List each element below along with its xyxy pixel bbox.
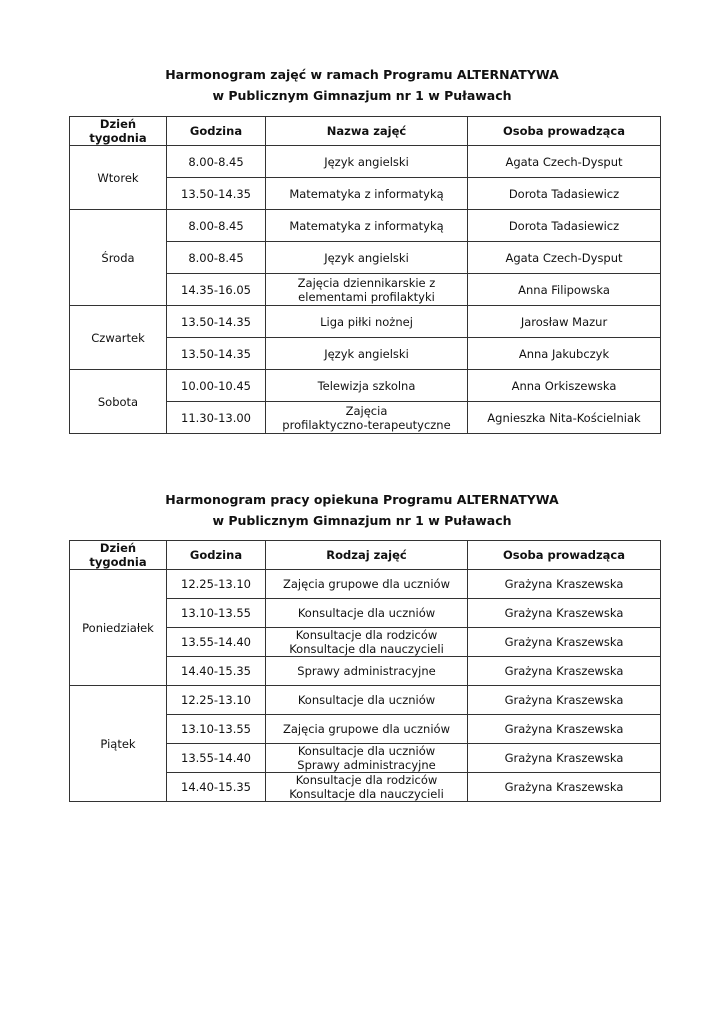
person-cell: Agata Czech-Dysput <box>468 242 661 274</box>
table-row <box>70 306 661 338</box>
activity-cell: Język angielski <box>266 242 468 274</box>
activity-cell: Matematyka z informatyką <box>266 210 468 242</box>
table-row <box>70 210 661 242</box>
time-cell: 13.50-14.35 <box>167 306 266 338</box>
table-header-row <box>70 117 661 146</box>
activity-cell: Zajęcia profilaktyczno-terapeutyczne <box>266 402 468 434</box>
activity-cell: Telewizja szkolna <box>266 370 468 402</box>
person-cell: Jarosław Mazur <box>468 306 661 338</box>
header-day: Dzień tygodnia <box>70 541 167 570</box>
person-cell: Anna Orkiszewska <box>468 370 661 402</box>
table-row <box>70 686 661 715</box>
day-cell: Czwartek <box>70 306 167 370</box>
time-cell: 13.50-14.35 <box>167 338 266 370</box>
schedule-title-2-line1: Harmonogram pracy opiekuna Programu ALTERNATYWA <box>165 492 559 507</box>
header-time: Godzina <box>167 117 266 146</box>
time-cell: 12.25-13.10 <box>167 686 266 715</box>
header-activity: Nazwa zajęć <box>266 117 468 146</box>
time-cell: 8.00-8.45 <box>167 210 266 242</box>
person-cell: Grażyna Kraszewska <box>468 715 661 744</box>
header-activity-type: Rodzaj zajęć <box>266 541 468 570</box>
activity-cell: Sprawy administracyjne <box>266 657 468 686</box>
time-cell: 13.55-14.40 <box>167 628 266 657</box>
activity-cell: Konsultacje dla rodziców Konsultacje dla nauczycieli <box>266 773 468 802</box>
table-row <box>70 146 661 178</box>
person-cell: Anna Filipowska <box>468 274 661 306</box>
table-header-row <box>70 541 661 570</box>
person-cell: Agata Czech-Dysput <box>468 146 661 178</box>
person-cell: Dorota Tadasiewicz <box>468 210 661 242</box>
activity-cell: Zajęcia grupowe dla uczniów <box>266 715 468 744</box>
activity-cell: Konsultacje dla rodziców Konsultacje dla nauczycieli <box>266 628 468 657</box>
table-row <box>70 370 661 402</box>
time-cell: 13.55-14.40 <box>167 744 266 773</box>
time-cell: 8.00-8.45 <box>167 146 266 178</box>
day-cell: Piątek <box>70 686 167 802</box>
activities-schedule-table <box>69 116 661 434</box>
day-cell: Środa <box>70 210 167 306</box>
header-person: Osoba prowadząca <box>468 117 661 146</box>
header-time: Godzina <box>167 541 266 570</box>
person-cell: Grażyna Kraszewska <box>468 744 661 773</box>
time-cell: 13.50-14.35 <box>167 178 266 210</box>
day-cell: Poniedziałek <box>70 570 167 686</box>
schedule-title-1-line2: w Publicznym Gimnazjum nr 1 w Puławach <box>212 88 512 103</box>
person-cell: Grażyna Kraszewska <box>468 599 661 628</box>
time-cell: 14.40-15.35 <box>167 657 266 686</box>
time-cell: 13.10-13.55 <box>167 599 266 628</box>
table-row <box>70 570 661 599</box>
time-cell: 10.00-10.45 <box>167 370 266 402</box>
activity-cell: Konsultacje dla uczniów <box>266 599 468 628</box>
activity-cell: Zajęcia dziennikarskie z elementami profilaktyki <box>266 274 468 306</box>
time-cell: 8.00-8.45 <box>167 242 266 274</box>
person-cell: Grażyna Kraszewska <box>468 686 661 715</box>
schedule-title-2-line2: w Publicznym Gimnazjum nr 1 w Puławach <box>212 513 512 528</box>
time-cell: 14.35-16.05 <box>167 274 266 306</box>
person-cell: Anna Jakubczyk <box>468 338 661 370</box>
person-cell: Grażyna Kraszewska <box>468 628 661 657</box>
time-cell: 11.30-13.00 <box>167 402 266 434</box>
header-person: Osoba prowadząca <box>468 541 661 570</box>
person-cell: Grażyna Kraszewska <box>468 773 661 802</box>
person-cell: Grażyna Kraszewska <box>468 657 661 686</box>
schedule-title-2 <box>0 489 724 531</box>
time-cell: 13.10-13.55 <box>167 715 266 744</box>
person-cell: Dorota Tadasiewicz <box>468 178 661 210</box>
schedule-title-1 <box>0 64 724 106</box>
day-cell: Wtorek <box>70 146 167 210</box>
person-cell: Grażyna Kraszewska <box>468 570 661 599</box>
activity-cell: Matematyka z informatyką <box>266 178 468 210</box>
activity-cell: Liga piłki nożnej <box>266 306 468 338</box>
activity-cell: Konsultacje dla uczniów Sprawy administracyjne <box>266 744 468 773</box>
activity-cell: Zajęcia grupowe dla uczniów <box>266 570 468 599</box>
day-cell: Sobota <box>70 370 167 434</box>
header-day: Dzień tygodnia <box>70 117 167 146</box>
schedule-title-1-line1: Harmonogram zajęć w ramach Programu ALTERNATYWA <box>165 67 559 82</box>
caretaker-schedule-table <box>69 540 661 802</box>
time-cell: 14.40-15.35 <box>167 773 266 802</box>
activity-cell: Konsultacje dla uczniów <box>266 686 468 715</box>
activity-cell: Język angielski <box>266 338 468 370</box>
time-cell: 12.25-13.10 <box>167 570 266 599</box>
activity-cell: Język angielski <box>266 146 468 178</box>
person-cell: Agnieszka Nita-Kościelniak <box>468 402 661 434</box>
